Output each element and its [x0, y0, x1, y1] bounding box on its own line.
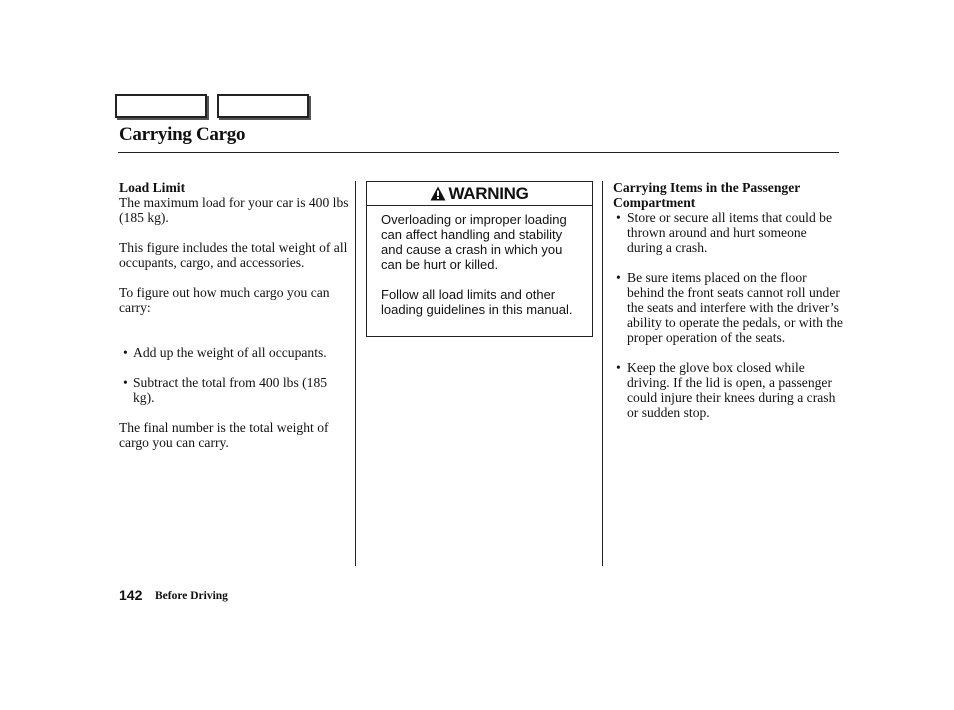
- list-item: [119, 375, 351, 405]
- column-divider: [355, 181, 356, 566]
- list-item-text: Subtract the total from 400 lbs (185 kg).: [133, 375, 328, 405]
- page-number: 142: [119, 587, 143, 603]
- list-item-text: Add up the weight of all occupants.: [133, 345, 327, 360]
- section-tab-2: [217, 94, 309, 118]
- section-name: Before Driving: [155, 590, 228, 602]
- list-item: [119, 345, 351, 360]
- bullet-icon: •: [123, 375, 128, 390]
- list-item: [613, 270, 843, 345]
- passenger-compartment-heading: Carrying Items in the Passenger Compartment: [613, 180, 801, 210]
- list-item-text: Keep the glove box closed while driving. If the lid is open, a passenger could injure their knees during a crash or sudden stop.: [627, 360, 836, 420]
- load-limit-paragraph: To figure out how much cargo you can carry:: [119, 285, 330, 315]
- load-limit-paragraph: This figure includes the total weight of all occupants, cargo, and accessories.: [119, 240, 348, 270]
- warning-body: [367, 206, 592, 317]
- load-limit-paragraph: The maximum load for your car is 400 lbs (185 kg).: [119, 195, 349, 225]
- list-item-text: Store or secure all items that could be thrown around and hurt someone during a crash.: [627, 210, 832, 255]
- bullet-icon: •: [616, 210, 621, 225]
- bullet-icon: •: [616, 360, 621, 375]
- warning-header: [367, 182, 592, 206]
- list-item: [613, 360, 843, 420]
- list-item-text: Be sure items placed on the floor behind the front seats cannot roll under the seats and interfere with the driver’s ability to operate the pedals, or with the proper operation of the seats.: [627, 270, 843, 345]
- load-limit-column: [119, 180, 351, 450]
- warning-box: [366, 181, 593, 337]
- load-limit-paragraph: The final number is the total weight of cargo you can carry.: [119, 420, 329, 450]
- section-tab-1: [115, 94, 207, 118]
- passenger-compartment-column: [613, 180, 843, 420]
- bullet-icon: •: [616, 270, 621, 285]
- list-item: [613, 210, 843, 255]
- page-title: Carrying Cargo: [119, 124, 246, 145]
- load-limit-heading: Load Limit: [119, 180, 186, 195]
- warning-text: Overloading or improper loading can affect handling and stability and cause a crash in which you can be hurt or killed.: [381, 212, 567, 272]
- warning-triangle-icon: [430, 186, 446, 201]
- column-divider: [602, 181, 603, 566]
- bullet-icon: •: [123, 345, 128, 360]
- warning-label: WARNING: [448, 184, 529, 203]
- warning-text: Follow all load limits and other loading guidelines in this manual.: [381, 287, 573, 317]
- title-divider: [118, 152, 839, 153]
